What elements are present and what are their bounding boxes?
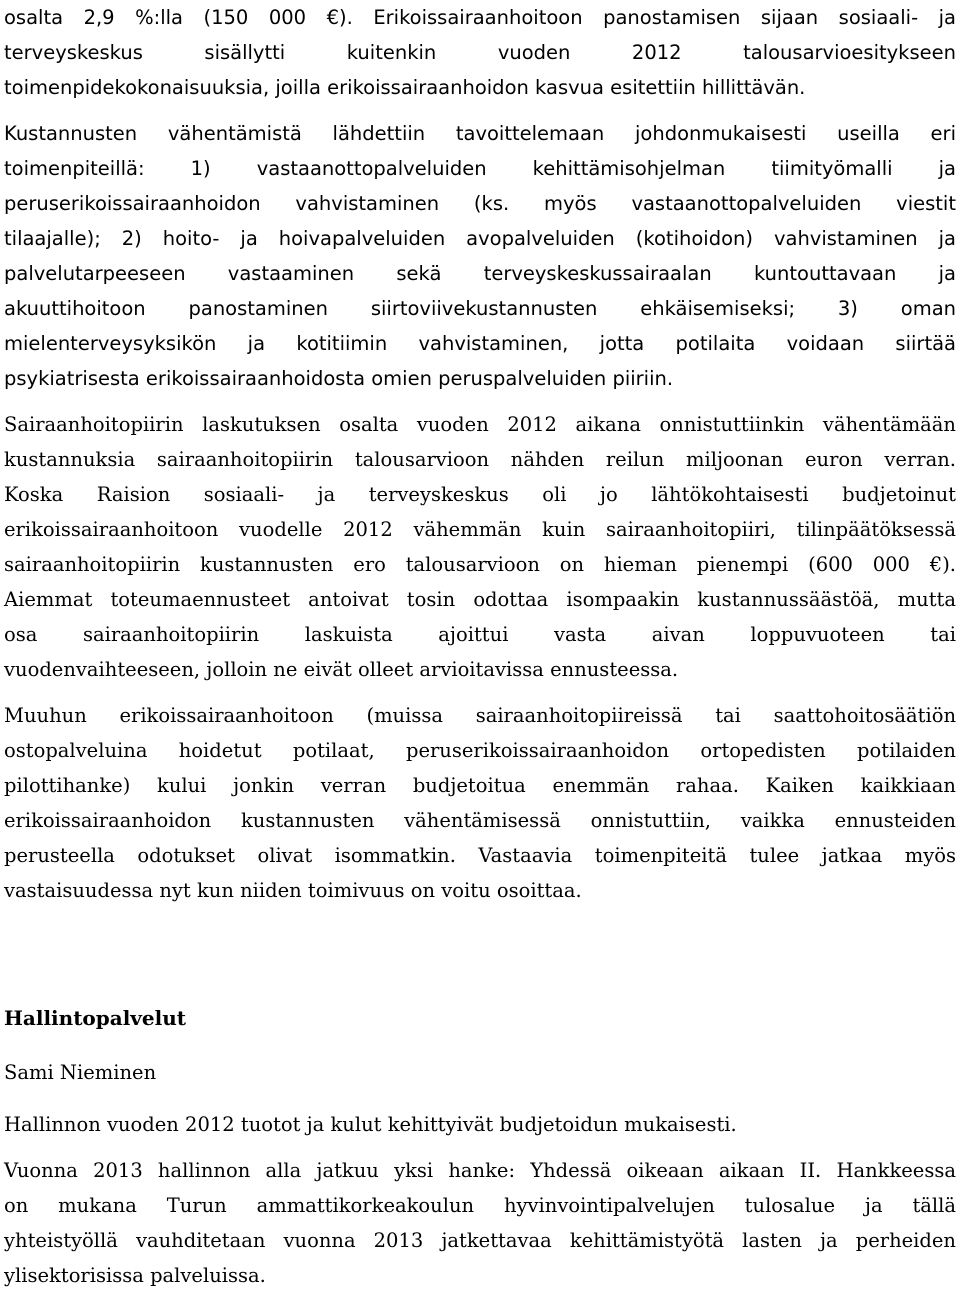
text-line: psykiatrisesta erikoissairaanhoidosta omien peruspalveluiden piiriin. xyxy=(4,367,674,390)
text-line: akuuttihoitoon panostaminen siirtoviivekustannusten ehkäisemiseksi; 3) oman xyxy=(4,297,956,320)
text-line: vastaisuudessa nyt kun niiden toimivuus on voitu osoittaa. xyxy=(4,879,582,902)
text-line: palvelutarpeeseen vastaaminen sekä terveyskeskussairaalan kuntouttavaan ja xyxy=(4,262,956,285)
text-line: osalta 2,9 %:lla (150 000 €). Erikoissairaanhoitoon panostamisen sijaan sosiaali- ja xyxy=(4,6,956,29)
text-line: peruserikoissairaanhoidon vahvistaminen (ks. myös vastaanottopalveluiden viestit xyxy=(4,192,956,215)
text-line: terveyskeskus sisällytti kuitenkin vuoden 2012 talousarvioesitykseen xyxy=(4,41,956,64)
section-hallintopalvelut xyxy=(4,1001,956,1293)
text-line: Vuonna 2013 hallinnon alla jatkuu yksi hanke: Yhdessä oikeaan aikaan II. Hankkeessa xyxy=(4,1159,956,1182)
text-line: Koska Raision sosiaali- ja terveyskeskus oli jo lähtökohtaisesti budjetoinut xyxy=(4,483,956,506)
text-line: tilaajalle); 2) hoito- ja hoivapalveluiden avopalveluiden (kotihoidon) vahvistaminen ja xyxy=(4,227,956,250)
text-line: ylisektorisissa palveluissa. xyxy=(4,1264,266,1287)
text-line: erikoissairaanhoitoon vuodelle 2012 vähemmän kuin sairaanhoitopiiri, tilinpäätöksessä xyxy=(4,518,956,541)
text-line: osa sairaanhoitopiirin laskuista ajoittui vasta aivan loppuvuoteen tai xyxy=(4,623,956,646)
text-line: perusteella odotukset olivat isommatkin. Vastaavia toimenpiteitä tulee jatkaa myös xyxy=(4,844,956,867)
author-name: Sami Nieminen xyxy=(4,1061,157,1084)
paragraph-4 xyxy=(4,698,956,908)
text-line: erikoissairaanhoidon kustannusten vähentämisessä onnistuttiin, vaikka ennusteiden xyxy=(4,809,956,832)
text-line: Muuhun erikoissairaanhoitoon (muissa sairaanhoitopiireissä tai saattohoitosäätiön xyxy=(4,704,956,727)
text-line: Aiemmat toteumaennusteet antoivat tosin odottaa isompaakin kustannussäästöä, mutta xyxy=(4,588,956,611)
text-line: Kustannusten vähentämistä lähdettiin tavoittelemaan johdonmukaisesti useilla eri xyxy=(4,122,956,145)
text-line: kustannuksia sairaanhoitopiirin talousarvioon nähden reilun miljoonan euron verran. xyxy=(4,448,956,471)
text-line: on mukana Turun ammattikorkeakoulun hyvinvointipalvelujen tulosalue ja tällä xyxy=(4,1194,956,1217)
document-page xyxy=(4,0,956,1293)
text-line: Sairaanhoitopiirin laskutuksen osalta vuoden 2012 aikana onnistuttiinkin vähentämään xyxy=(4,413,956,436)
paragraph-3 xyxy=(4,407,956,687)
text-line: ostopalveluina hoidetut potilaat, peruserikoissairaanhoidon ortopedisten potilaiden xyxy=(4,739,956,762)
text-line: Hallinnon vuoden 2012 tuotot ja kulut kehittyivät budjetoidun mukaisesti. xyxy=(4,1113,737,1136)
paragraph-1 xyxy=(4,0,956,105)
text-line: yhteistyöllä vauhditetaan vuonna 2013 jatkettavaa kehittämistyötä lasten ja perheiden xyxy=(4,1229,956,1252)
text-line: toimenpidekokonaisuuksia, joilla erikoissairaanhoidon kasvua esitettiin hillittävän. xyxy=(4,76,806,99)
paragraph-2 xyxy=(4,116,956,396)
text-line: sairaanhoitopiirin kustannusten ero talousarvioon on hieman pienempi (600 000 €). xyxy=(4,553,956,576)
text-line: mielenterveysyksikön ja kotitiimin vahvistaminen, jotta potilaita voidaan siirtää xyxy=(4,332,956,355)
section-heading: Hallintopalvelut xyxy=(4,1006,187,1030)
text-line: pilottihanke) kului jonkin verran budjetoitua enemmän rahaa. Kaiken kaikkiaan xyxy=(4,774,956,797)
text-line: toimenpiteillä: 1) vastaanottopalveluiden kehittämisohjelman tiimityömalli ja xyxy=(4,157,956,180)
text-line: vuodenvaihteeseen, jolloin ne eivät olleet arvioitavissa ennusteessa. xyxy=(4,658,679,681)
